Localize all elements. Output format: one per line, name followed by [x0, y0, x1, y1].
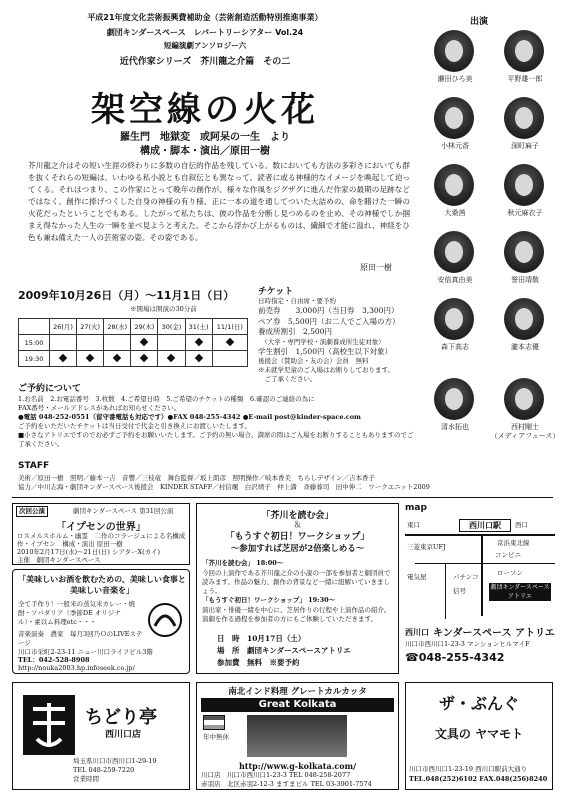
cast-name: 森下高志 — [441, 343, 469, 351]
reserve-note: ■小さなアトリエですのでお必ずご予約をお願いいたします。ご予約の無い場合、満席の際はご入場をお断りすることもありますのでご了承ください。 — [18, 431, 414, 448]
stationery-tel: TEL.048(252)6102 FAX.048(256)8240 — [409, 775, 548, 783]
next-show-date: 2010年2月17日(水)～21日(日) シアターX(カイ) — [17, 548, 160, 556]
schedule-corner — [19, 319, 50, 335]
schedule-cell — [185, 351, 212, 367]
header-subsidy: 平成21年度文化芸術振興費補助金（芸術創造活動特別推進事業） — [87, 13, 323, 22]
workshop-title-1: 「芥川を読む会」 — [261, 511, 334, 521]
cast-name: 瀧本志優 — [511, 343, 539, 351]
schedule-cell — [212, 335, 247, 351]
performance-mark — [194, 337, 202, 345]
schedule-time: 19:30 — [19, 351, 50, 367]
map-label: 京浜東北線 — [497, 539, 530, 547]
stationery-address: 川口市西川口1-23-19 西川口駅前大通り — [409, 765, 528, 773]
cast-photo — [434, 164, 474, 206]
cast-photo — [504, 97, 544, 139]
cast-panel — [420, 30, 565, 480]
cast-name: 清水拓也 — [441, 423, 469, 431]
schedule-cell — [50, 335, 77, 351]
next-show-box — [12, 503, 190, 565]
noodle-branch: 西川口店 — [105, 730, 142, 740]
schedule-day: 11/1(日) — [212, 319, 247, 335]
reserve-heading: ご予約について — [18, 384, 81, 394]
cast-photo — [504, 164, 544, 206]
schedule-cell — [50, 351, 77, 367]
run-dates: 2009年10月26日（月）～11月1日（日） — [18, 289, 235, 302]
noodle-logo — [23, 695, 75, 755]
cast-photo — [504, 298, 544, 340]
map-tel — [405, 651, 504, 664]
restaurant-logo — [145, 600, 185, 640]
schedule-cell — [131, 335, 158, 351]
next-show-credit: 作・イプセン 構成・演出 原田一樹 — [17, 540, 123, 548]
cast-photo — [504, 231, 544, 273]
map-railway — [405, 534, 555, 536]
map-label: コンビニ — [495, 551, 521, 559]
page-title: 架空線の火花 — [91, 90, 319, 130]
cast-name: 安倍真由美 — [437, 276, 473, 284]
ticket-line: ※未就学児童のご入場はお断りしております。 — [258, 366, 394, 374]
ticket-line: 後援会（賛助会・友の会）会員 無料 — [258, 357, 369, 365]
schedule-day: 26(月) — [50, 319, 77, 335]
header-anthology: 短編演劇アンソロジー六 — [163, 41, 247, 50]
map-road — [445, 564, 446, 619]
performance-mark — [194, 353, 202, 361]
workshop-place: 場 所 劇団キンダースペースアトリエ — [217, 646, 351, 655]
curry-name: Great Kolkata — [201, 698, 394, 712]
curry-ad — [196, 682, 399, 790]
schedule-cell — [104, 351, 131, 367]
cast-photo — [434, 231, 474, 273]
schedule-table — [18, 318, 248, 367]
reserve-contact: ●電話 048-252-0551（留守番電話も対応です）●FAX 048-255-4342 ●E-mail post@kinder-space.com — [18, 413, 361, 421]
stationery-ad — [405, 682, 553, 790]
cast-heading: 出演 — [470, 17, 489, 27]
map-venue-name: キンダースペース アトリエ — [433, 628, 555, 639]
restaurant-address: 川口市栄町2-23-11 ニュー川口ライフビル3階 — [18, 648, 153, 656]
works-line: 羅生門 地獄変 或阿呆の一生 より — [120, 132, 290, 143]
workshop-title-2: 「もうすぐ初日！ワークショップ」 — [225, 532, 370, 542]
schedule-cell — [185, 335, 212, 351]
reserve-line: FAX番号・メールアドレスがあればお知らせください。 — [18, 404, 181, 412]
reserve-info — [18, 395, 418, 449]
ticket-line: ご了承ください。 — [258, 375, 317, 383]
schedule-cell — [158, 335, 185, 351]
map-label: 信号 — [453, 587, 466, 595]
ticket-line: 養成所割引 2,500円 — [258, 327, 332, 336]
noodle-hours: 営業時間 — [73, 775, 99, 783]
noodle-ad — [12, 682, 190, 790]
workshop-session-2: 「もうすぐ初日！ワークショップ」 19:30～ — [202, 596, 336, 604]
curry-photo — [247, 715, 347, 757]
performance-mark — [140, 353, 148, 361]
schedule-cell — [77, 351, 104, 367]
header-series: 近代作家シリーズ 芥川龍之介篇 その二 — [119, 57, 291, 67]
map-address: 川口市西川口1-23-3 マンションヒルマイF — [405, 640, 530, 648]
workshop-ampersand: ＆ — [293, 520, 302, 529]
performance-mark — [226, 337, 234, 345]
schedule-cell — [212, 351, 247, 367]
performance-mark — [86, 353, 94, 361]
cast-media-note: （メディアフュース） — [490, 432, 560, 440]
restaurant-body: 全て手作り！一般米の蒸気米カレー・焼酎・ソバダリア（季節DE オリジナル）・素以ム料理etc・・・ — [18, 600, 135, 626]
schedule-time: 15:00 — [19, 335, 50, 351]
map-station: 西川口駅 — [459, 519, 511, 532]
cast-photo — [504, 378, 544, 420]
intro-text: 芥川龍之介はその短い生涯の終わりに多数の自伝的作品を残している。数においても方法の多彩さにおいても群を抜くそれらの短編は、いわゆる私小説とも自叙伝とも異なって、読者に或る神様的なイメージを喚起して迫ってくる。それはつまり、この作家にとって晩年の創作が、様々な作風をジグザグに進んだ作家の最期の足跡などではなく、創作に捧げつくした自身の神様の有り様、正に一本の道を通してついた大詰めの、命を賭けた一瞬の火花だったということでもある。したがって私たちは、彼の作品を分断し見つめるのを止め、その神様でしか掴まえ得なかった人生の一瞬を並べ見ようと考えた。そこから浮かび上がるものは、繊細で才能に溢れ、神経をひ色も兼ね備えた一人の芸術家の姿。その姿である。 — [28, 161, 410, 242]
schedule-day: 27(火) — [77, 319, 104, 335]
ticket-line: ペア券 5,500円（お二人でご入場の方） — [258, 316, 400, 326]
workshop-fee: 参加費 無料 ※要予約 — [217, 658, 300, 667]
ticket-heading: チケット — [258, 287, 294, 297]
performance-mark — [59, 353, 67, 361]
header-company: 劇団キンダースペース レパートリーシアター Vol.24 — [106, 28, 304, 37]
restaurant-music: 音楽演奏 農家 毎月3回乃ＯのLIVEステージ — [18, 630, 143, 647]
schedule-day: 28(水) — [104, 319, 131, 335]
curry-shop-1: 川口店 川口市西川口1-23-3 TEL 048-258-2077 — [201, 771, 351, 779]
schedule-cell — [104, 335, 131, 351]
workshop-session-1-body: 今回の上演作である芥川龍之介の小説の一部を参加者と劇団員で読みます。作品の魅力、創作の背景など一緒に紐解いていきましょう。 — [202, 569, 391, 595]
schedule-day: 29(木) — [131, 319, 158, 335]
workshop-date: 日 時 10月17日（土） — [217, 634, 306, 643]
map-tel-number: 048-255-4342 — [418, 651, 505, 664]
map-label: 西口 — [515, 521, 528, 529]
section-divider — [12, 497, 553, 498]
workshop-tagline: ～参加すれば芝居が2倍楽しめる～ — [230, 544, 365, 554]
schedule-cell — [131, 351, 158, 367]
ticket-line: 前売券 3,000円（当日券 3,300円） — [258, 306, 399, 315]
workshop-session-1: 「芥川を読む会」 18:00～ — [202, 559, 284, 567]
cast-name: 深町麻子 — [511, 142, 539, 150]
map-label: 東口 — [407, 521, 420, 529]
restaurant-tel: TEL：042-528-8908 — [18, 656, 90, 664]
workshop-box — [196, 503, 399, 674]
cast-name: 西村剛士 — [511, 423, 539, 431]
map-road — [415, 563, 555, 564]
staff-line: 協力／中川志海・劇団キンダースペース後援会 KINDER STAFF／村信颯 白沢靖子 仲上満 斉藤蓉司 田中伸二 ワークユニット2009 — [18, 483, 430, 491]
ticket-line: 日時指定・自由席・要予約 — [258, 297, 336, 305]
cast-name: 平野雄一郎 — [507, 75, 543, 83]
cast-name: 誉田靖敬 — [511, 276, 539, 284]
performance-mark — [167, 353, 175, 361]
next-show-title: 「イプセンの世界」 — [56, 522, 146, 533]
credit-line: 構成・脚本・演出／原田一樹 — [140, 146, 270, 157]
curry-heading: 南北インド料理 グレートカルカッタ — [228, 687, 367, 697]
ticket-line: 学生割引 1,500円（高校生以下対象） — [258, 346, 392, 356]
next-show-sponsor: 主催 劇団キンダースペース — [17, 556, 101, 564]
staff-heading: STAFF — [18, 461, 50, 471]
ticket-info — [258, 297, 418, 384]
curry-open: 年中無休 — [203, 733, 229, 741]
cast-name: 秋元麻衣子 — [507, 209, 543, 217]
map-venue-marker: 劇団キンダースペース アトリエ — [490, 584, 550, 600]
performance-mark — [113, 353, 121, 361]
staff-line: 美術／原田一樹 照明／藤本一吉 音響／三枝竜 舞台監督／坂上朗彦 照明操作／岐本香美 ちらしデザイン／吉本香子 — [18, 474, 376, 482]
reserve-note: ご予約をいただいたチケットは当日受付で代金と引き換えにお渡しいたします。 — [18, 422, 251, 430]
flag-icon — [203, 715, 225, 730]
cast-name: 大桑茜 — [444, 209, 466, 217]
reserve-line: 1.お名前 2.お電話番号 3.枚数 4.ご希望日時 5.ご希望のチケットの種類 6.確認のご連絡の為に — [18, 395, 315, 403]
schedule-day: 30(金) — [158, 319, 185, 335]
cast-name: 瀬田ひろ美 — [437, 75, 473, 83]
map-road — [481, 536, 483, 616]
restaurant-url[interactable]: http://nouka2003.hp.infoseek.co.jp/ — [18, 664, 135, 672]
stationery-store: 文具の ヤマモト — [434, 727, 524, 741]
map-label: ローソン — [497, 569, 523, 577]
noodle-address: 埼玉県川口市西川口1-29-19 — [73, 757, 157, 765]
map-heading: map — [405, 503, 427, 513]
noodle-name: ちどり亭 — [85, 707, 157, 728]
map-label: 三菱東京UFJ — [407, 543, 446, 551]
cast-photo — [434, 298, 474, 340]
restaurant-headline: 「美味しいお酒を飲むための、美味しい食事と美味しい音楽を」 — [18, 574, 186, 595]
staff-info — [18, 474, 558, 492]
cast-photo — [434, 30, 474, 72]
doors-note: ※開場は開演の30分前 — [130, 305, 197, 313]
access-map — [405, 503, 555, 674]
map-label: パチンコ — [453, 573, 479, 581]
schedule-row — [19, 335, 248, 351]
next-show-label: 次回公演 — [16, 506, 48, 517]
performance-mark — [140, 337, 148, 345]
map-label: 電気屋 — [407, 573, 427, 581]
map-venue-area: 西川口 — [405, 627, 429, 637]
stationery-brand: ザ・ぶんぐ — [438, 694, 519, 713]
schedule-day: 31(土) — [185, 319, 212, 335]
cast-photo — [434, 97, 474, 139]
curry-shop-2: 赤羽店 北区赤羽2-12-3 ますまビル TEL 03-3901-7574 — [201, 780, 372, 788]
intro-signature: 原田一樹 — [360, 263, 392, 272]
cast-name: 小林元香 — [441, 142, 469, 150]
schedule-row — [19, 351, 248, 367]
phone-icon: ☎ — [405, 651, 419, 664]
cast-photo — [434, 378, 474, 420]
schedule-cell — [158, 351, 185, 367]
ticket-line: （大学・専門学校・演劇養成所生徒対象） — [258, 337, 385, 346]
restaurant-ad — [12, 569, 190, 674]
curry-url[interactable]: http://www.g-kolkata.com/ — [238, 761, 357, 771]
next-show-works: ロスメルスホルム・幽霊 二作のコラージュによる名構成 — [17, 532, 186, 540]
schedule-header-row — [19, 319, 248, 335]
cast-photo — [504, 30, 544, 72]
schedule-cell — [77, 335, 104, 351]
noodle-tel: TEL 048-259-7220 — [73, 766, 135, 774]
workshop-session-2-body: 演出家・俳優一緒を中心に、芝居作りの行程や上演作品の紹介。演劇を作る過程を参加者の方にもご体験していただきます。 — [202, 606, 391, 623]
next-show-company: 劇団キンダースペース 第31回公演 — [73, 507, 174, 515]
